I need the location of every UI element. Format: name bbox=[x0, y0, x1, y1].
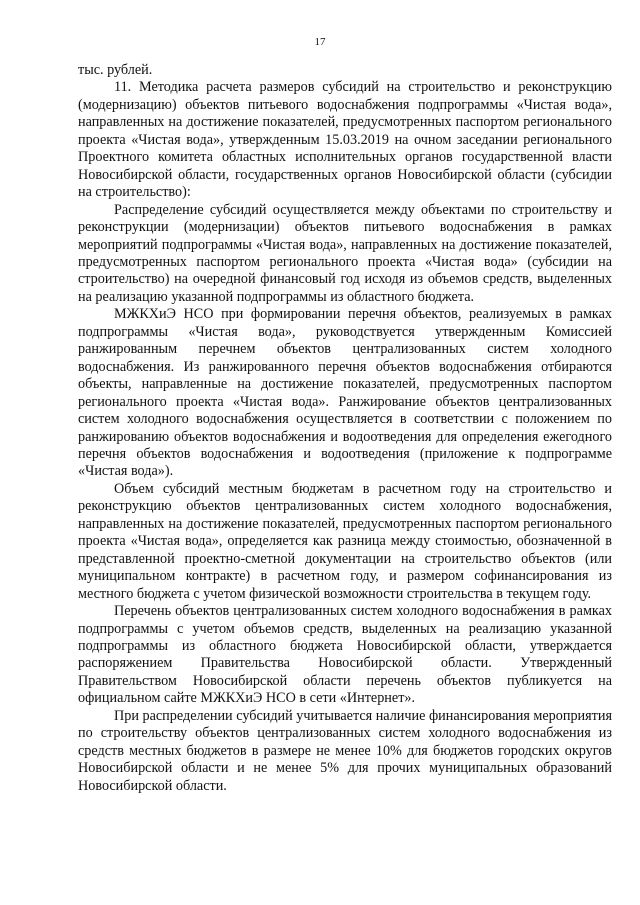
paragraph-object-list-formation: МЖКХиЭ НСО при формировании перечня объектов, реализуемых в рамках подпрограммы «Чистая вода», руководствуется утвержденным Комиссией ранжированным перечнем объектов централизованных систем холодного водоснабжения. Из ранжированного перечня объектов водоснабжения отбираются объекты, направленные на достижение показателей, предусмотренных паспортом регионального проекта «Чистая вода». Ранжирование объектов централизованных систем холодного водоснабжения осуществляется в соответствии с положением по ранжированию объектов водоснабжения и водоотведения для определения ежегодного перечня объектов водоснабжения и водоотведения (приложение к подпрограмме «Чистая вода»). bbox=[78, 306, 612, 480]
paragraph-section-11: 11. Методика расчета размеров субсидий на строительство и реконструкцию (модернизацию) объектов питьевого водоснабжения подпрограммы «Чистая вода», направленных на достижение показателей, предусмотренных паспортом регионального проекта «Чистая вода», утвержденным 15.03.2019 на очном заседании регионального Проектного комитета областных исполнительных органов государственной власти Новосибирской области, государственных органов Новосибирской области (субсидии на строительство): bbox=[78, 79, 612, 201]
paragraph-cofinancing: При распределении субсидий учитывается наличие финансирования мероприятия по строительству объектов централизованных систем холодного водоснабжения из средств местных бюджетов в размере не менее 10% для бюджетов городских округов Новосибирской области и не менее 5% для прочих муниципальных образований Новосибирской области. bbox=[78, 707, 612, 794]
document-body bbox=[78, 62, 612, 795]
paragraph-approved-list: Перечень объектов централизованных систем холодного водоснабжения в рамках подпрограммы с учетом объемов средств, выделенных на реализацию указанной подпрограммы из областного бюджета Новосибирской области, утверждается распоряжением Правительства Новосибирской области. Утвержденный Правительством Новосибирской области перечень объектов публикуется на официальном сайте МЖКХиЭ НСО в сети «Интернет». bbox=[78, 603, 612, 707]
paragraph-subsidy-volume: Объем субсидий местным бюджетам в расчетном году на строительство и реконструкцию объектов централизованных систем холодного водоснабжения, направленных на достижение показателей, предусмотренных паспортом регионального проекта «Чистая вода», определяется как разница между стоимостью, обозначенной в представленной проектно-сметной документации на строительство объектов (или муниципальном контракте) в расчетном году, и размером софинансирования из местного бюджета с учетом физической возможности строительства в текущем году. bbox=[78, 480, 612, 602]
paragraph-continuation: тыс. рублей. bbox=[78, 62, 153, 78]
page-number: 17 bbox=[314, 36, 326, 48]
paragraph-distribution: Распределение субсидий осуществляется между объектами по строительству и реконструкции (модернизации) объектов питьевого водоснабжения в рамках мероприятий подпрограммы «Чистая вода», направленных на достижение показателей, предусмотренных паспортом регионального проекта «Чистая вода» (субсидии на строительство) на очередной финансовый год исходя из объемов средств, выделенных на реализацию указанной подпрограммы из областного бюджета. bbox=[78, 201, 612, 305]
